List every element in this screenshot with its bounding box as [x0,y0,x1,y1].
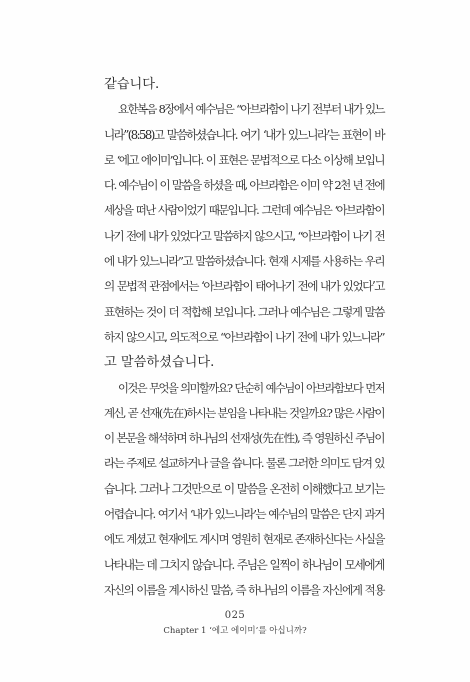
text-line: 이것은 무엇을 의미할까요? 단순히 예수님이 아브라함보다 먼저 [118,381,384,395]
page-number: 025 [224,610,246,621]
text-line: 자신의 이름을 계시하신 말씀, 즉 하나님의 이름을 자신에게 적용 [104,582,384,597]
body-text [104,72,384,603]
running-footer: Chapter 1 ‘에고 에이미’를 아십니까? [163,626,307,636]
text-line: 습니다. 그러나 그것만으로 이 말씀을 온전히 이해했다고 보기는 [104,481,384,496]
text-line: 같습니다. [104,77,160,92]
text-line: 고 말씀하셨습니다. [104,355,215,371]
text-line: 요한복음 8장에서 예수님은 “아브라함이 나기 전부터 내가 있느 [118,102,384,117]
text-line: 에도 계셨고 현재에도 계시며 영원히 현재로 존재하신다는 사실을 [104,532,384,547]
text-line: 세상을 떠난 사람이었기 때문입니다. 그런데 예수님은 ‘아브라함이 [104,203,384,218]
text-line: 라는 주제로 설교하거나 글을 씁니다. 물론 그러한 의미도 담겨 있 [104,456,384,471]
text-line: 표현하는 것이 더 적합해 보입니다. 그러나 예수님은 그렇게 말씀 [104,304,384,319]
text-line: 나타내는 데 그치지 않습니다. 주님은 일찍이 하나님이 모세에게 [104,557,384,572]
text-line: 다. 예수님이 이 말씀을 하셨을 때, 아브라함은 이미 약 2천 년 전에 [104,178,384,193]
text-line: 계신, 곧 선재(先在)하시는 분임을 나타내는 것일까요? 많은 사람이 [104,405,384,420]
text-line: 나기 전에 내가 있었다’고 말씀하지 않으시고, “아브라함이 나기 전 [104,228,384,243]
text-line: 니라”(8:58)고 말씀하셨습니다. 여기 ‘내가 있느니라’는 표현이 바 [104,127,384,142]
text-line: 이 본문을 해석하며 하나님의 선재성(先在性), 즉 영원하신 주님이 [104,431,384,446]
text-line: 로 ‘에고 에이미’입니다. 이 표현은 문법적으로 다소 이상해 보입니 [104,152,384,167]
text-line: 하지 않으시고, 의도적으로 “아브라함이 나기 전에 내가 있느니라” [104,329,384,344]
text-line: 의 문법적 관점에서는 ‘아브라함이 태어나기 전에 내가 있었다’고 [104,279,384,294]
text-line: 어렵습니다. 여기서 ‘내가 있느니라’는 예수님의 말씀은 단지 과거 [104,507,384,522]
text-line: 에 내가 있느니라”고 말씀하셨습니다. 현재 시제를 사용하는 우리 [104,254,384,269]
